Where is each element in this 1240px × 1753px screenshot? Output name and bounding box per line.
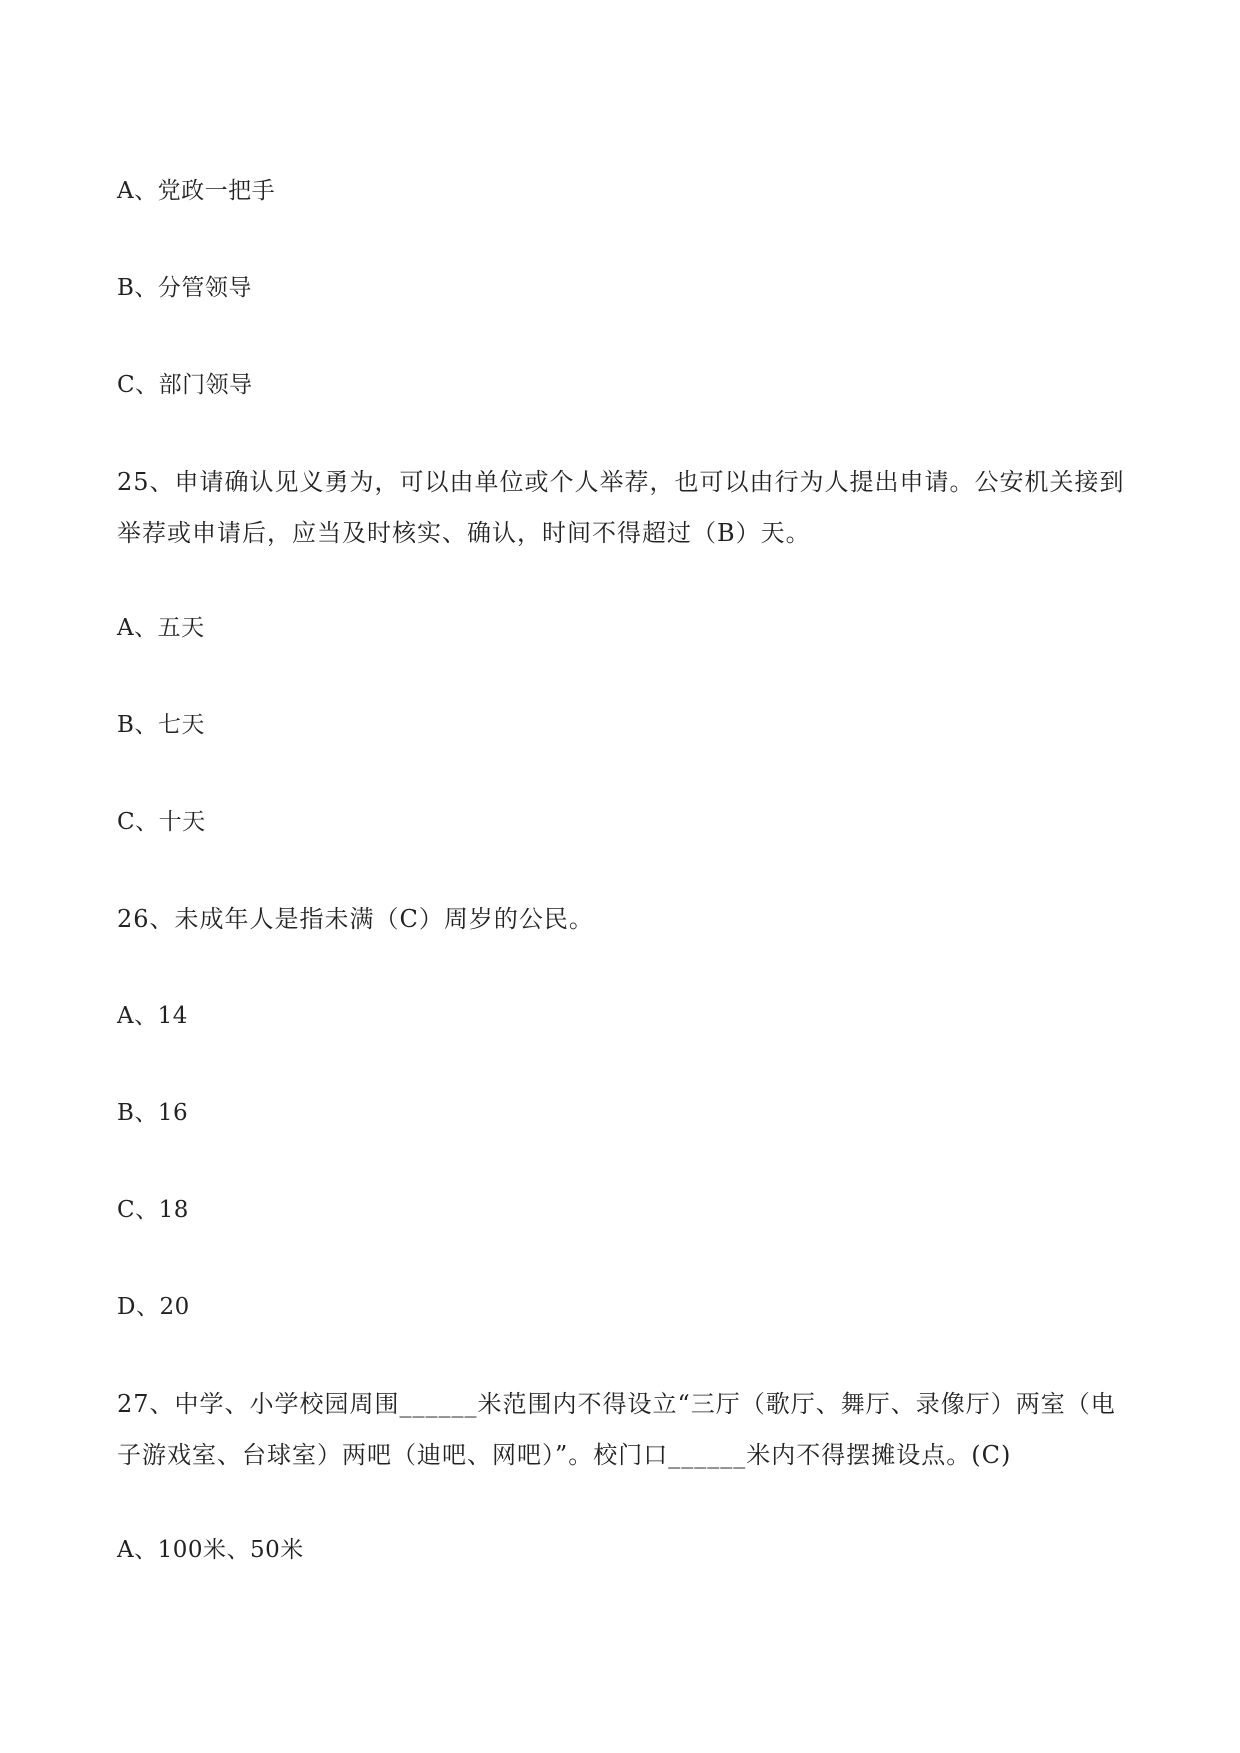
q25-text-line-2: 举荐或申请后，应当及时核实、确认，时间不得超过（B）天。 (117, 519, 811, 547)
q25-text-line-1: 25、申请确认见义勇为，可以由单位或个人举荐，也可以由行为人提出申请。公安机关接到 (117, 468, 1125, 496)
q24-option-c: C、部门领导 (117, 372, 253, 398)
q26-option-a: A、14 (117, 1003, 188, 1029)
q25-option-c: C、十天 (117, 809, 206, 835)
q27-option-a: A、100米、50米 (117, 1537, 304, 1563)
q26-option-b: B、16 (117, 1100, 189, 1126)
q24-option-a: A、党政一把手 (117, 178, 276, 204)
q27-text-line-1: 27、中学、小学校园周围______米范围内不得设立“三厅（歌厅、舞厅、录像厅）两室（电 (117, 1390, 1116, 1418)
q25-option-b: B、七天 (117, 712, 205, 738)
q26-option-c: C、18 (117, 1197, 189, 1223)
q25-option-a: A、五天 (117, 615, 205, 641)
q27-text-line-2: 子游戏室、台球室）两吧（迪吧、网吧）”。校门口______米内不得摆摊设点。(C) (117, 1441, 1012, 1469)
q26-text-line-1: 26、未成年人是指未满（C）周岁的公民。 (117, 905, 594, 933)
q24-option-b: B、分管领导 (117, 275, 252, 301)
q26-option-d: D、20 (117, 1294, 190, 1320)
